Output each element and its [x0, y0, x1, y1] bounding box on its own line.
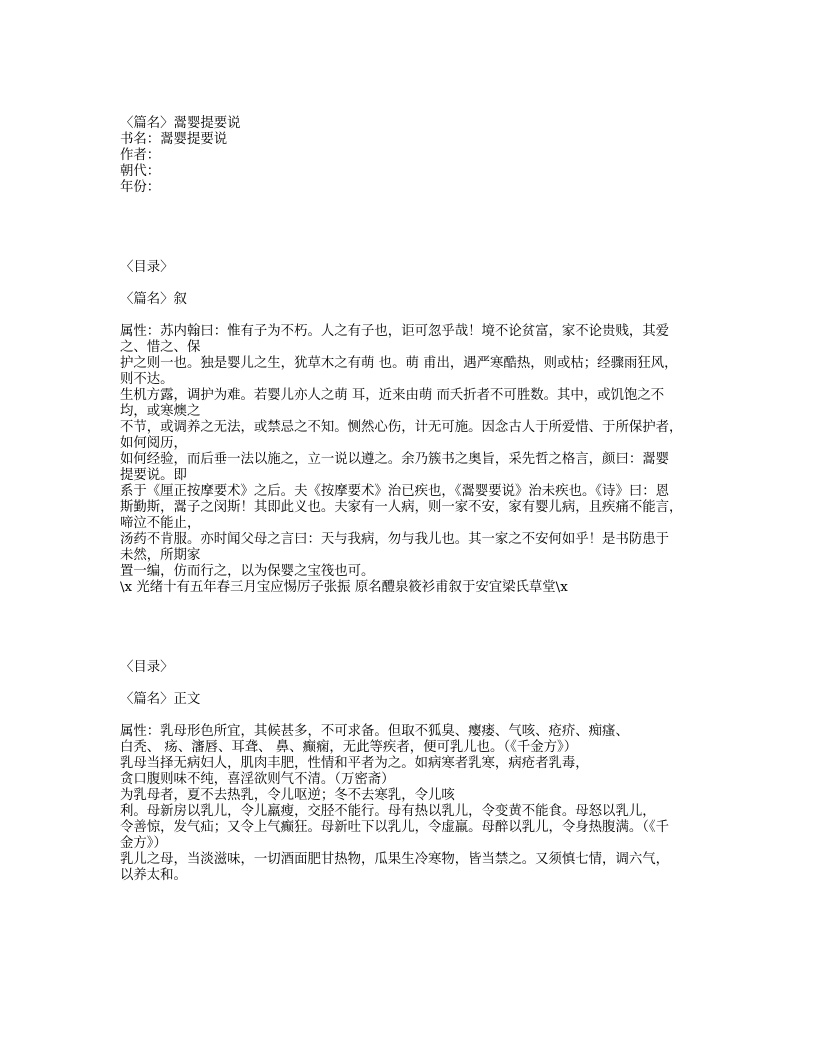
- text-line: 汤药不肯服。亦时闻父母之言曰：天与我病，勿与我儿也。其一家之不安何如乎！是书防患于: [120, 532, 670, 547]
- text-line: 金方》）: [120, 836, 167, 851]
- author-field: 作者：: [120, 148, 161, 163]
- text-line: 如何阅历，: [120, 436, 187, 451]
- text-line: 属性：乳母形色所宜，其候甚多，不可求备。但取不狐臭、瘿瘘、气咳、疮疥、痴瘙、: [120, 724, 629, 739]
- text-line: 令善惊，发气疝；又令上气癫狂。母新吐下以乳儿，令虚羸。母醉以乳儿，令身热腹满。（《千: [120, 820, 670, 835]
- text-line: 乳母当择无病妇人，肌肉丰肥，性情和平者为之。如病寒者乳寒，病疮者乳毒，: [120, 756, 589, 771]
- text-line: 提要说。即: [120, 468, 187, 483]
- chapter-title: 〈篇名〉翯婴提要说: [120, 116, 241, 131]
- text-line: 未然，所期家: [120, 548, 201, 563]
- text-line: 属性：苏内翰曰：惟有子为不朽。人之有子也，讵可忽乎哉！境不论贫富，家不论贵贱，其爱: [120, 324, 670, 339]
- document-page: [120, 116, 720, 884]
- text-line: 均，或寒燠之: [120, 404, 201, 419]
- text-line: 为乳母者，夏不去热乳，令儿呕逆；冬不去寒乳，令儿咳: [120, 788, 455, 803]
- text-line: 以养太和。: [120, 868, 187, 883]
- text-line: 则不达。: [120, 372, 174, 387]
- text-line: 护之则一也。独是婴儿之生，犹草木之有萌 也。萌 甫出，遇严寒酷热，则或枯；经骤雨狂风，: [120, 356, 678, 371]
- text-line: 置一编，仿而行之，以为保婴之宝筏也可。: [120, 564, 375, 579]
- text-line: 利。母新房以乳儿，令儿羸瘦，交胫不能行。母有热以乳儿，令变黄不能食。母怒以乳儿，: [120, 804, 656, 819]
- toc-marker: 〈目录〉: [120, 260, 174, 275]
- text-line: 不节，或调养之无法，或禁忌之不知。恻然心伤，计无可施。因念古人于所爱惜、于所保护者，: [120, 420, 683, 435]
- text-line: \x 光绪十有五年春三月宝应惕厉子张振 原名醴泉筱衫甫叙于安宜梁氏草堂\x: [120, 580, 568, 595]
- text-line: 贪口腹则味不纯，喜淫欲则气不清。（万密斋）: [120, 772, 395, 787]
- section-title: 〈篇名〉正文: [120, 692, 201, 707]
- text-line: 白秃、 疡、瀋唇、耳聋、 鼻、癫痫，无此等疾者，便可乳儿也。（《千金方》）: [120, 740, 578, 755]
- text-line: 之、惜之、保: [120, 340, 201, 355]
- text-line: 如何经验，而后垂一法以施之，立一说以遵之。余乃簇书之奥旨，采先哲之格言，颜曰：翯婴: [120, 452, 670, 467]
- text-line: 啼泣不能止，: [120, 516, 201, 531]
- section-preface: [120, 260, 720, 596]
- text-line: 系于《厘正按摩要术》之后。夫《按摩要术》治已疾也，《翯婴要说》治未疾也。《诗》曰：恩: [120, 484, 670, 499]
- dynasty-field: 朝代：: [120, 164, 161, 179]
- book-name: 书名：翯婴提要说: [120, 132, 228, 147]
- text-line: 生机方露，调护为难。若婴儿亦人之萌 耳，近来由萌 而夭折者不可胜数。其中，或饥饱之不: [120, 388, 665, 403]
- text-line: 乳儿之母，当淡滋味，一切酒面肥甘热物，瓜果生冷寒物，皆当禁之。又须慎七情，调六气，: [120, 852, 670, 867]
- document-header: [120, 116, 720, 196]
- section-title: 〈篇名〉叙: [120, 292, 187, 307]
- toc-marker: 〈目录〉: [120, 660, 174, 675]
- section-main-text: [120, 660, 720, 884]
- year-field: 年份：: [120, 180, 161, 195]
- text-line: 斯勤斯，翯子之闵斯！其即此义也。夫家有一人病，则一家不安，家有婴儿病，且疾痛不能言，: [120, 500, 683, 515]
